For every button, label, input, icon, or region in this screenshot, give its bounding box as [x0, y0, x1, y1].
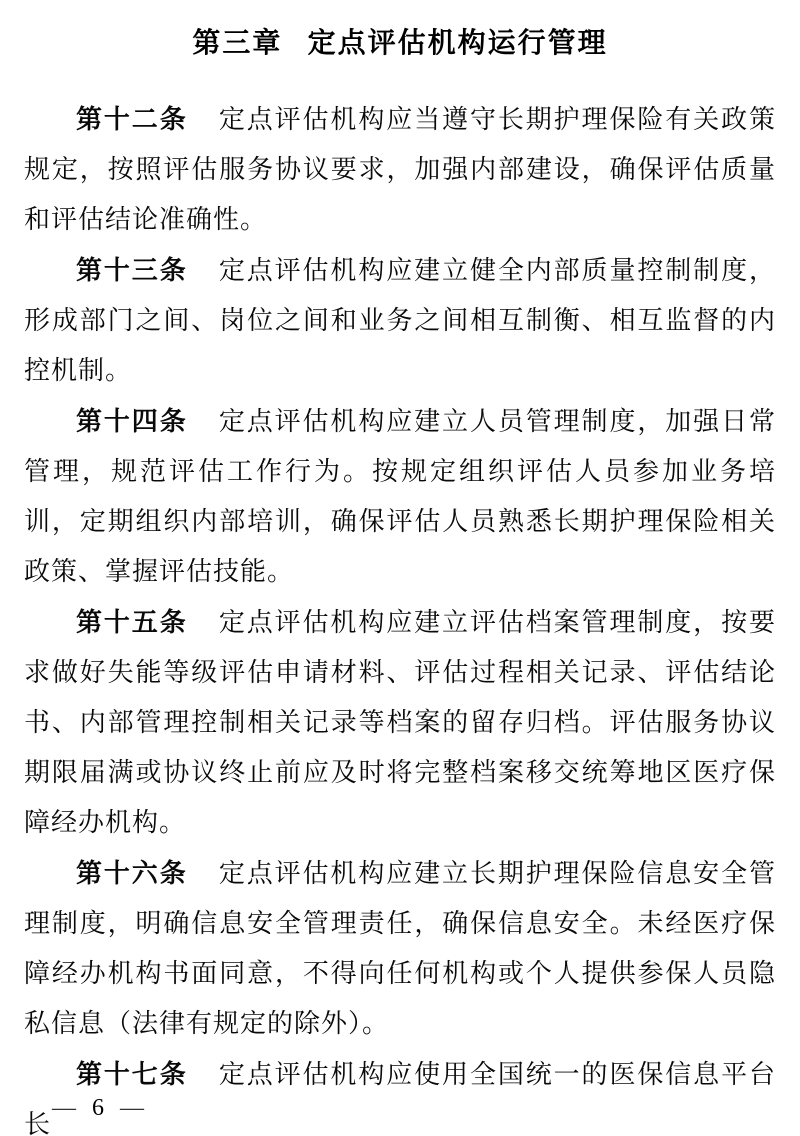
article-paragraph-16 — [24, 848, 776, 1049]
chapter-number: 第三章 — [192, 27, 283, 58]
chapter-title — [0, 0, 800, 60]
article-label: 第十四条 — [76, 406, 188, 436]
document-body — [0, 94, 800, 1136]
article-paragraph-13 — [24, 245, 776, 396]
article-label: 第十五条 — [76, 607, 188, 637]
article-paragraph-15 — [24, 597, 776, 848]
article-label: 第十二条 — [76, 104, 188, 134]
article-label: 第十七条 — [76, 1059, 188, 1089]
article-text: 定点评估机构应建立长期护理保险信息安全管理制度，明确信息安全管理责任，确保信息安全。未经医疗保障经办机构书面同意，不得向任何机构或个人提供参保人员隐私信息（法律有规定的除外）。 — [24, 859, 776, 1038]
article-text: 定点评估机构应建立评估档案管理制度，按要求做好失能等级评估申请材料、评估过程相关记录、评估结论书、内部管理控制相关记录等档案的留存归档。评估服务协议期限届满或协议终止前应及时将完整档案移交统筹地区医疗保障经办机构。 — [24, 608, 776, 837]
article-paragraph-12 — [24, 94, 776, 245]
page-footer — [52, 1094, 144, 1122]
footer-dash-left: — — [52, 1095, 76, 1121]
article-text: 定点评估机构应建立人员管理制度，加强日常管理，规范评估工作行为。按规定组织评估人员参加业务培训，定期组织内部培训，确保评估人员熟悉长期护理保险相关政策、掌握评估技能。 — [24, 407, 776, 586]
article-label: 第十三条 — [76, 255, 188, 285]
page-number: 6 — [92, 1095, 104, 1121]
chapter-title-text: 定点评估机构运行管理 — [307, 27, 608, 58]
article-paragraph-17 — [24, 1049, 776, 1136]
article-text: 定点评估机构应建立健全内部质量控制制度，形成部门之间、岗位之间和业务之间相互制衡、相互监督的内控机制。 — [24, 256, 776, 385]
article-text: 定点评估机构应使用全国统一的医保信息平台长 — [24, 1060, 776, 1136]
footer-dash-right: — — [120, 1095, 144, 1121]
article-paragraph-14 — [24, 396, 776, 597]
article-text: 定点评估机构应当遵守长期护理保险有关政策规定，按照评估服务协议要求，加强内部建设，确保评估质量和评估结论准确性。 — [24, 105, 776, 234]
article-label: 第十六条 — [76, 858, 188, 888]
